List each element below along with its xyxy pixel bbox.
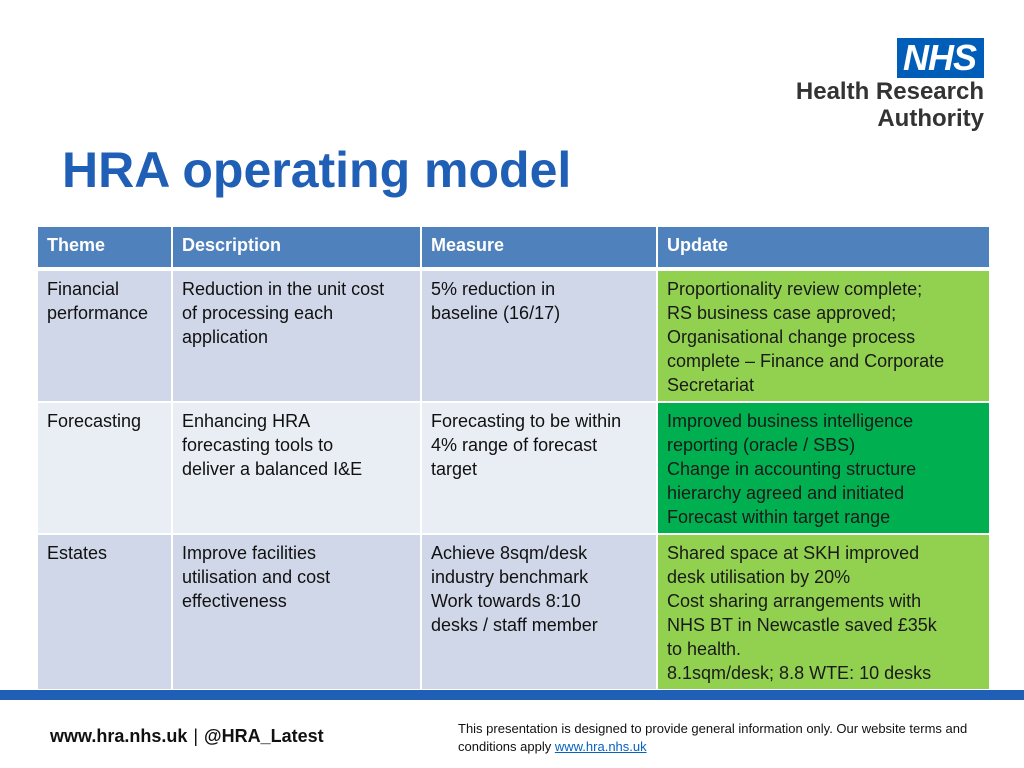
update-line: hierarchy agreed and initiated	[667, 483, 905, 503]
theme-line: Forecasting	[47, 411, 142, 431]
measure-line: 5% reduction in	[431, 279, 556, 299]
update-line: Improved business intelligence	[667, 411, 914, 431]
table-row	[37, 269, 990, 402]
update-line: Secretariat	[667, 375, 755, 395]
footer-divider	[0, 690, 1024, 700]
description-line: application	[182, 327, 269, 347]
cell-theme	[37, 269, 172, 402]
update-line: RS business case approved;	[667, 303, 897, 323]
cell-measure	[421, 269, 657, 402]
nhs-hra-logo	[774, 38, 984, 132]
logo-org-line-2: Authority	[877, 105, 984, 132]
update-line: complete – Finance and Corporate	[667, 351, 945, 371]
measure-line: Work towards 8:10	[431, 591, 581, 611]
footer-website-link[interactable]: www.hra.nhs.uk	[50, 726, 188, 746]
measure-line: industry benchmark	[431, 567, 589, 587]
description-line: deliver a balanced I&E	[182, 459, 363, 479]
theme-line: Financial	[47, 279, 120, 299]
operating-model-table	[36, 225, 991, 691]
description-line: Improve facilities	[182, 543, 317, 563]
table-row	[37, 534, 990, 690]
update-line: reporting (oracle / SBS)	[667, 435, 856, 455]
update-line: Forecast within target range	[667, 507, 891, 527]
update-line: 8.1sqm/desk; 8.8 WTE: 10 desks	[667, 663, 932, 683]
cell-update	[657, 269, 990, 402]
header-measure: Measure	[421, 226, 657, 269]
description-line: Enhancing HRA	[182, 411, 311, 431]
header-update: Update	[657, 226, 990, 269]
update-line: Cost sharing arrangements with	[667, 591, 922, 611]
update-line: Organisational change process	[667, 327, 916, 347]
cell-description	[172, 402, 421, 534]
measure-line: Achieve 8sqm/desk	[431, 543, 588, 563]
header-theme: Theme	[37, 226, 172, 269]
measure-line: desks / staff member	[431, 615, 598, 635]
measure-line: Forecasting to be within	[431, 411, 622, 431]
cell-update	[657, 402, 990, 534]
nhs-logo-box: NHS	[897, 38, 984, 78]
cell-description	[172, 534, 421, 690]
footer-twitter-handle[interactable]: @HRA_Latest	[204, 726, 324, 746]
logo-org-line-1: Health Research	[795, 78, 984, 105]
footer-disclaimer	[458, 720, 998, 756]
table-row	[37, 402, 990, 534]
update-line: NHS BT in Newcastle saved £35k	[667, 615, 937, 635]
cell-theme	[37, 534, 172, 690]
cell-description	[172, 269, 421, 402]
page-title: HRA operating model	[62, 142, 572, 198]
update-line: desk utilisation by 20%	[667, 567, 851, 587]
update-line: Shared space at SKH improved	[667, 543, 920, 563]
update-line: to health.	[667, 639, 742, 659]
description-line: utilisation and cost	[182, 567, 331, 587]
disclaimer-link[interactable]: www.hra.nhs.uk	[554, 739, 647, 754]
cell-measure	[421, 402, 657, 534]
description-line: of processing each	[182, 303, 334, 323]
table-header-row	[37, 226, 990, 269]
measure-line: baseline (16/17)	[431, 303, 561, 323]
disclaimer-text: This presentation is designed to provide general information only. Our website terms and conditions apply	[458, 721, 968, 754]
cell-update	[657, 534, 990, 690]
header-description: Description	[172, 226, 421, 269]
cell-measure	[421, 534, 657, 690]
update-line: Change in accounting structure	[667, 459, 917, 479]
theme-line: Estates	[47, 543, 108, 563]
footer-separator: |	[193, 726, 199, 746]
measure-line: target	[431, 459, 478, 479]
update-line: Proportionality review complete;	[667, 279, 923, 299]
description-line: effectiveness	[182, 591, 287, 611]
footer-contact	[50, 726, 324, 747]
theme-line: performance	[47, 303, 149, 323]
description-line: forecasting tools to	[182, 435, 334, 455]
cell-theme	[37, 402, 172, 534]
measure-line: 4% range of forecast	[431, 435, 598, 455]
description-line: Reduction in the unit cost	[182, 279, 385, 299]
